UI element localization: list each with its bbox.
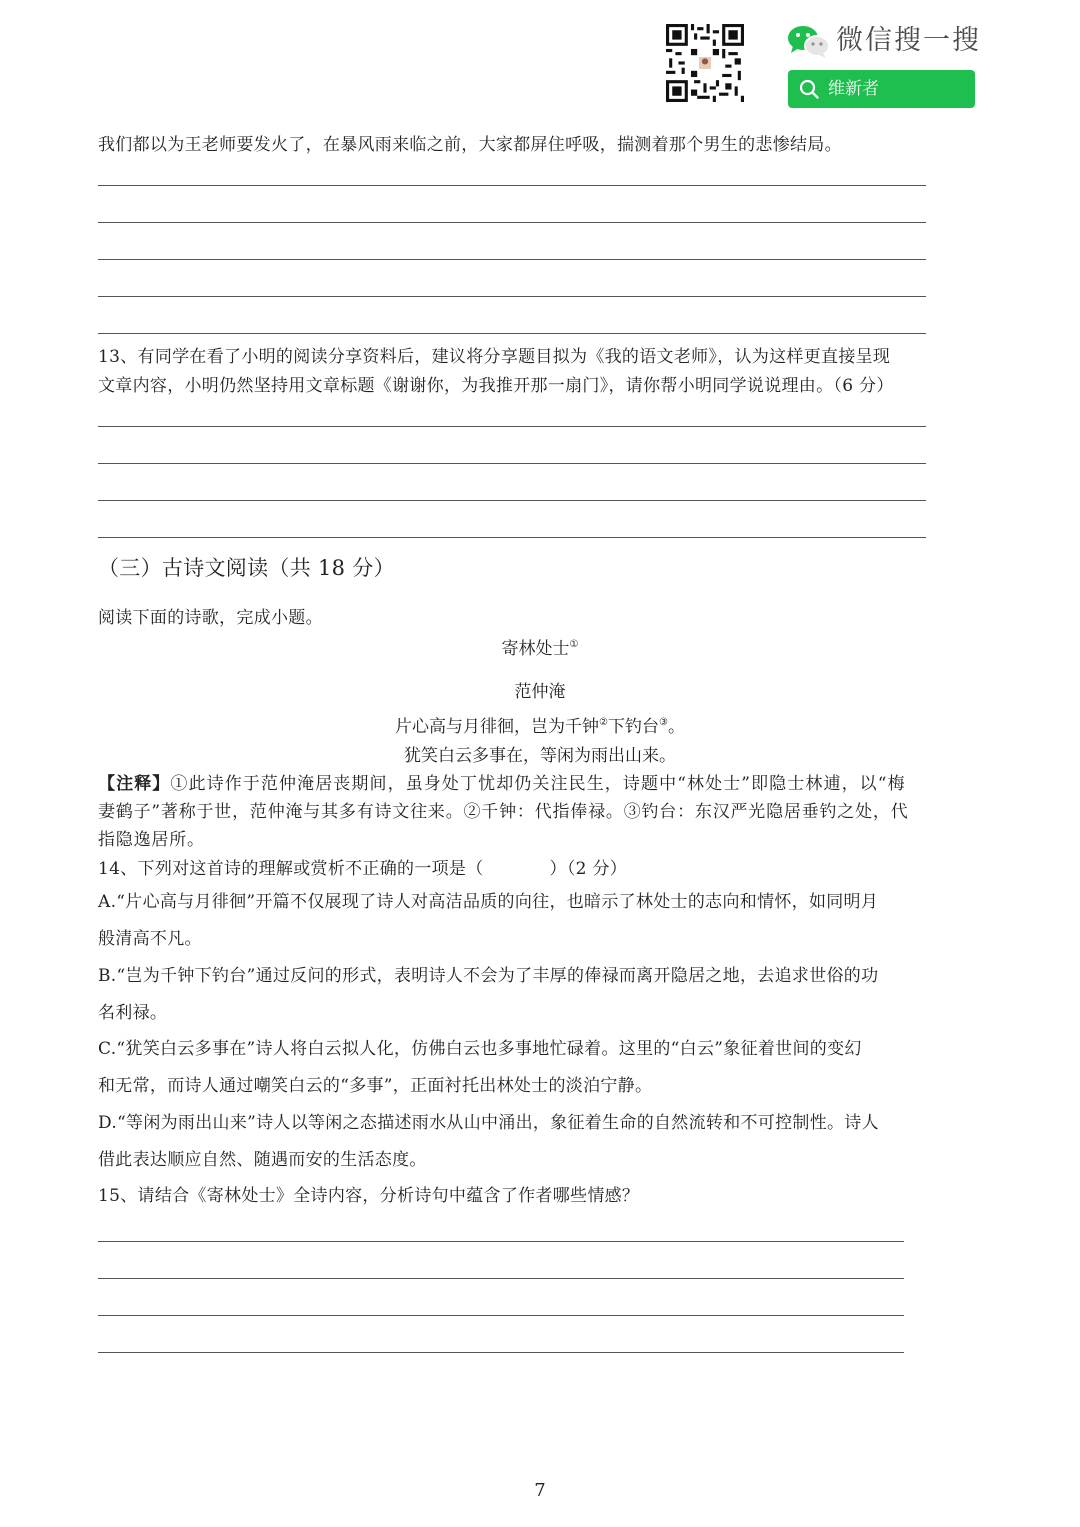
answer-line[interactable] bbox=[98, 537, 926, 538]
q13-line-2: 文章内容，小明仍然坚持用文章标题《谢谢你，为我推开那一扇门》，请你帮小明同学说说理由。（6 分） bbox=[98, 376, 894, 396]
answer-line[interactable] bbox=[98, 500, 926, 501]
footnote-marker: ② bbox=[599, 717, 608, 728]
q14-stem bbox=[98, 858, 627, 880]
answer-line[interactable] bbox=[98, 463, 926, 464]
q14-option-a-line-2: 般清高不凡。 bbox=[98, 929, 202, 949]
notes-label: 【注释】 bbox=[98, 774, 171, 794]
search-icon bbox=[798, 78, 820, 100]
notes-line-1 bbox=[98, 773, 906, 795]
poem-line-2: 犹笑白云多事在，等闲为雨出山来。 bbox=[404, 746, 676, 766]
q14-option-d-line-2: 借此表达顺应自然、随遇而安的生活态度。 bbox=[98, 1150, 427, 1170]
q14-option-d-line-1: D.“等闲为雨出山来”诗人以等闲之态描述雨水从山中涌出，象征着生命的自然流转和不可控制性。诗人 bbox=[98, 1113, 879, 1133]
q12-sentence: 我们都以为王老师要发火了，在暴风雨来临之前，大家都屏住呼吸，揣测着那个男生的悲惨结局。 bbox=[98, 135, 842, 155]
qr-code-icon bbox=[666, 24, 744, 102]
answer-line[interactable] bbox=[98, 1352, 904, 1353]
q13-line-1: 13、有同学在看了小明的阅读分享资料后，建议将分享题目拟为《我的语文老师》，认为这样更直接呈现 bbox=[98, 347, 891, 367]
poem-line-1 bbox=[0, 716, 1080, 738]
q14-stem-b: ）（2 分） bbox=[549, 859, 628, 879]
q14-option-a-line-1: A.“片心高与月徘徊”开篇不仅展现了诗人对高洁品质的向往，也暗示了林处士的志向和情怀，如同明月 bbox=[98, 892, 879, 912]
answer-line[interactable] bbox=[98, 222, 926, 223]
wechat-logo-icon bbox=[786, 24, 830, 58]
q14-option-b-line-1: B.“岂为千钟下钓台”通过反问的形式，表明诗人不会为了丰厚的俸禄而离开隐居之地，去追求世俗的功 bbox=[98, 966, 879, 986]
answer-line[interactable] bbox=[98, 1278, 904, 1279]
poem-title bbox=[0, 638, 1080, 660]
q14-option-b-line-2: 名利禄。 bbox=[98, 1003, 168, 1023]
search-input[interactable] bbox=[788, 70, 975, 108]
answer-line[interactable] bbox=[98, 426, 926, 427]
notes-line-3: 指隐逸居所。 bbox=[98, 830, 205, 850]
answer-line[interactable] bbox=[98, 259, 926, 260]
notes-text-1: ①此诗作于范仲淹居丧期间，虽身处丁忧却仍关注民生，诗题中“林处士”即隐士林逋，以“梅 bbox=[170, 774, 906, 794]
poem-line-1-b: 下钓台 bbox=[608, 717, 659, 737]
poem-line-1-c: 。 bbox=[667, 717, 685, 737]
section-heading: （三）古诗文阅读（共 18 分） bbox=[98, 556, 395, 580]
poem-line-1-a: 片心高与月徘徊，岂为千钟 bbox=[395, 717, 600, 737]
q14-option-c-line-2: 和无常，而诗人通过嘲笑白云的“多事”，正面衬托出林处士的淡泊宁静。 bbox=[98, 1076, 653, 1096]
answer-line[interactable] bbox=[98, 296, 926, 297]
answer-line[interactable] bbox=[98, 333, 926, 334]
search-input-value: 维新者 bbox=[828, 79, 879, 99]
wechat-search-title: 微信搜一搜 bbox=[836, 25, 981, 56]
footnote-marker: ① bbox=[569, 639, 579, 650]
section-instruction: 阅读下面的诗歌，完成小题。 bbox=[98, 608, 323, 628]
q14-option-c-line-1: C.“犹笑白云多事在”诗人将白云拟人化，仿佛白云也多事地忙碌着。这里的“白云”象征着世间的变幻 bbox=[98, 1039, 862, 1059]
q15-stem: 15、请结合《寄林处士》全诗内容，分析诗句中蕴含了作者哪些情感？ bbox=[98, 1186, 640, 1206]
poem-title-text: 寄林处士 bbox=[501, 639, 570, 659]
notes-line-2: 妻鹤子”著称于世，范仲淹与其多有诗文往来。②千钟：代指俸禄。③钓台：东汉严光隐居垂钓之处，代 bbox=[98, 802, 909, 822]
answer-line[interactable] bbox=[98, 1241, 904, 1242]
footnote-marker: ③ bbox=[659, 717, 668, 728]
poem-author: 范仲淹 bbox=[514, 682, 566, 702]
answer-line[interactable] bbox=[98, 1315, 904, 1316]
page-number: 7 bbox=[534, 1480, 546, 1501]
answer-line[interactable] bbox=[98, 185, 926, 186]
q14-stem-a: 14、下列对这首诗的理解或赏析不正确的一项是（ bbox=[98, 859, 484, 879]
